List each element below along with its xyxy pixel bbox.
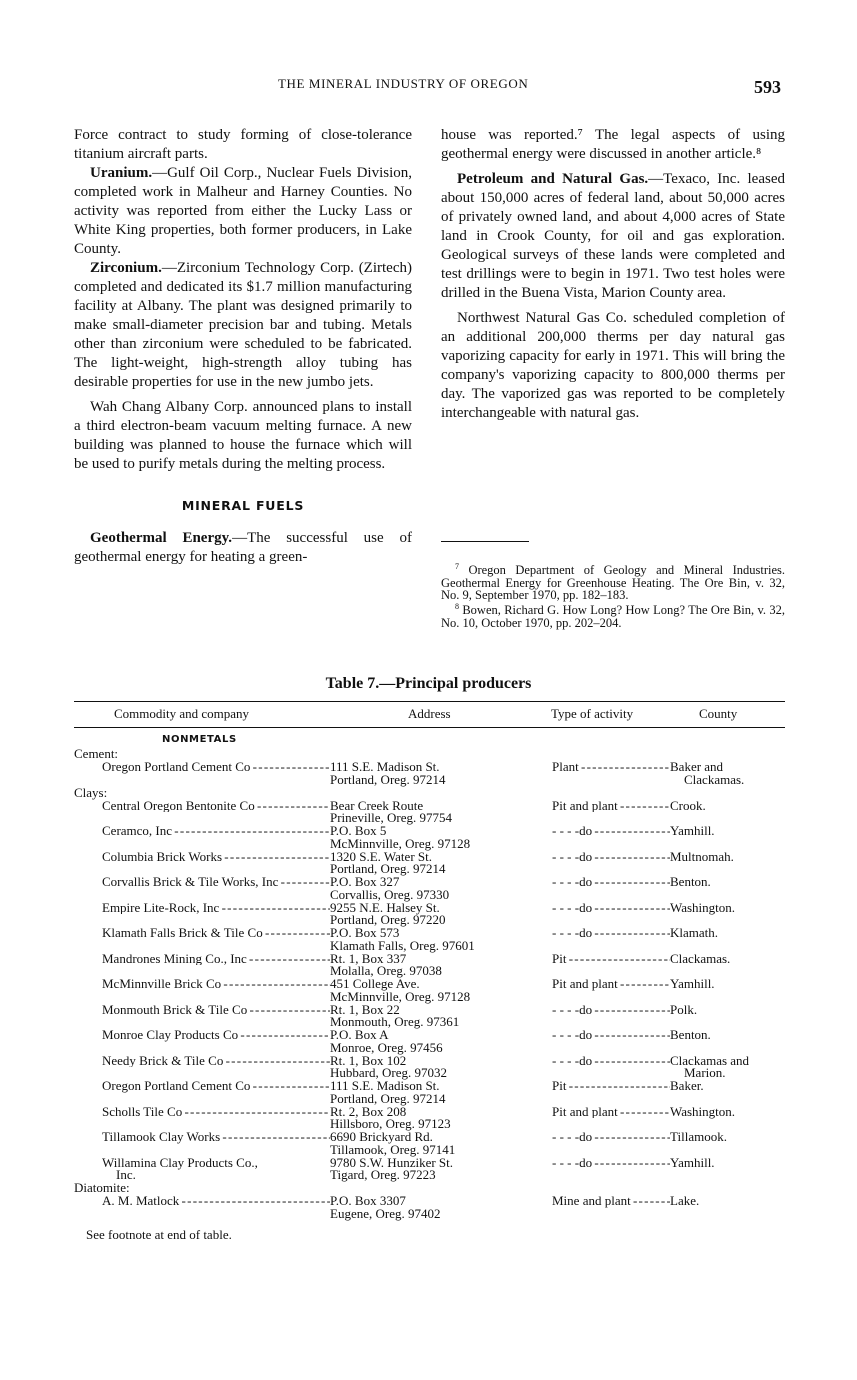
address-cell [330, 927, 552, 952]
county-cell [670, 950, 785, 978]
runin-zirconium: Zirconium. [90, 260, 162, 276]
address-line-1: Rt. 2, Box 208 [330, 1103, 407, 1119]
table-row [74, 899, 785, 927]
activity-type: - - - -do - - - [552, 1004, 670, 1017]
address-line-2: Tigard, Oreg. 97223 [330, 1167, 436, 1182]
county-cell [670, 1001, 785, 1029]
address-cell [330, 848, 552, 876]
table-row [74, 848, 785, 876]
address-cell [330, 978, 552, 1003]
activity-cell [552, 1157, 670, 1182]
table-row [74, 950, 785, 978]
county-name: Benton. [670, 874, 711, 889]
county-cell [670, 848, 785, 876]
table-title: Table 7.—Principal producers [325, 675, 532, 692]
company-cell [74, 902, 330, 927]
table-row [74, 876, 785, 901]
footnote-mark: 8 [455, 602, 459, 612]
address-line-1: 9255 N.E. Halsey St. [330, 899, 440, 915]
county-name: Multnomah. [670, 848, 734, 864]
address-line-1: 9780 S.W. Hunziker St. [330, 1154, 454, 1170]
county-name: Tillamook. [670, 1129, 727, 1144]
address-cell [330, 1029, 552, 1054]
table-top-rule [74, 701, 785, 702]
footnote-8 [441, 601, 785, 629]
runin-petroleum: Petroleum and Natural Gas. [457, 171, 649, 187]
address-cell [330, 1052, 552, 1080]
activity-cell [552, 800, 670, 825]
activity-type: - - - -do - - - [552, 1157, 670, 1170]
table-row [74, 1080, 785, 1105]
activity-type: Pit and plant - - - [552, 800, 670, 813]
county-name: Lake. [670, 1193, 700, 1208]
activity-type: - - - -do - - - [552, 927, 670, 940]
county-cell [670, 978, 785, 1003]
company-name: McMinnville Brick Co - - - [102, 978, 330, 991]
footnote-7 [441, 561, 785, 601]
footnote-rule [441, 541, 529, 542]
company-cell [74, 851, 330, 876]
company-name: Willamina Clay Products Co., [102, 1154, 258, 1170]
address-line-2: Hubbard, Oreg. 97032 [330, 1065, 447, 1080]
address-cell [330, 899, 552, 927]
activity-cell [552, 1080, 670, 1105]
table-row [74, 1001, 785, 1029]
company-cell [74, 978, 330, 1003]
company-name: Needy Brick & Tile Co - - - [102, 1055, 330, 1068]
activity-cell [552, 825, 670, 850]
table-category: Diatomite: [74, 1180, 130, 1195]
address-line-1: 1320 S.E. Water St. [330, 848, 432, 864]
table-category: Clays: [74, 784, 108, 800]
company-cell [74, 1154, 330, 1182]
company-cell [74, 953, 330, 978]
activity-cell [552, 927, 670, 952]
address-line-1: P.O. Box 327 [330, 874, 400, 889]
activity-cell [552, 1055, 670, 1080]
county-cell [670, 825, 785, 850]
address-cell [330, 876, 552, 901]
company-name: Central Oregon Bentonite Co - - - [102, 800, 330, 813]
company-cell [74, 1004, 330, 1029]
footnotes [441, 561, 785, 629]
paragraph-petroleum [441, 170, 785, 303]
address-cell [330, 1080, 552, 1105]
table-row [74, 761, 785, 786]
left-column [74, 126, 412, 567]
address-line-1: Rt. 1, Box 102 [330, 1052, 407, 1068]
paragraph-geothermal [74, 529, 412, 567]
address-line-2: Corvallis, Oreg. 97330 [330, 886, 450, 902]
see-footnote-note: See footnote at end of table. [86, 1227, 232, 1242]
county-name: Yamhill. [670, 823, 715, 838]
company-cell [74, 800, 330, 825]
address-cell [330, 761, 552, 786]
producers-table [74, 732, 785, 1221]
zirconium-text: —Zirconium Technology Corp. (Zirtech) completed and dedicated its $1.7 million manufacturing facility at Albany. The plant was designed primarily to make small-diameter precision bar and tubing. Metals other than zirconium were scheduled to be fabricated. The light-weight, high-strength alloy tubing has desirable properties for use in the new jumbo jets. [74, 260, 412, 390]
company-name: Oregon Portland Cement Co - - - [102, 761, 330, 774]
address-cell [330, 950, 552, 978]
company-name: Tillamook Clay Works - - - [102, 1131, 330, 1144]
address-line-2: Klamath Falls, Oreg. 97601 [330, 937, 475, 953]
paragraph-zirconium [74, 259, 412, 392]
address-cell [330, 1103, 552, 1131]
footnote-text: Oregon Department of Geology and Mineral Industries. Geothermal Energy for Greenhouse Heating. The Ore Bin, v. 32, No. 9, September 1970, pp. 182–183. [441, 563, 786, 602]
runin-geothermal: Geothermal Energy. [90, 530, 233, 546]
address-cell [330, 1154, 552, 1182]
company-cell [74, 1080, 330, 1105]
company-cell [74, 761, 330, 786]
activity-cell [552, 978, 670, 1003]
table-row [74, 1154, 785, 1182]
company-cell [74, 1195, 330, 1220]
activity-cell [552, 1195, 670, 1220]
county-name: Clackamas and [670, 1052, 750, 1068]
table-row [74, 1052, 785, 1080]
address-line-1: 111 S.E. Madison St. [330, 1078, 440, 1093]
address-line-2: Portland, Oreg. 97214 [330, 861, 446, 876]
activity-type: - - - -do - - - [552, 825, 670, 838]
company-name: Monmouth Brick & Tile Co - - - [102, 1004, 330, 1017]
activity-cell [552, 1106, 670, 1131]
county-cell [670, 797, 785, 825]
address-line-1: P.O. Box 3307 [330, 1193, 406, 1208]
table-row [74, 1103, 785, 1131]
county-name: Yamhill. [670, 976, 715, 991]
county-name-continued: Marion. [684, 1065, 726, 1080]
address-line-1: P.O. Box 573 [330, 925, 400, 940]
county-cell [670, 1052, 785, 1080]
county-cell [670, 1195, 785, 1220]
activity-type: - - - -do - - - [552, 1055, 670, 1068]
county-name: Polk. [670, 1001, 698, 1017]
county-name-continued: Clackamas. [684, 771, 745, 787]
company-name: Scholls Tile Co - - - [102, 1106, 330, 1119]
company-cell [74, 1055, 330, 1080]
county-cell [670, 1131, 785, 1156]
activity-type: - - - -do - - - [552, 876, 670, 889]
activity-cell [552, 902, 670, 927]
table-row [74, 927, 785, 952]
runin-uranium: Uranium. [90, 165, 153, 181]
column-header-county: County [699, 706, 738, 721]
company-cell [74, 927, 330, 952]
county-name: Klamath. [670, 925, 719, 940]
county-name: Crook. [670, 797, 706, 813]
address-line-1: P.O. Box 5 [330, 823, 387, 838]
activity-cell [552, 953, 670, 978]
county-cell [670, 1103, 785, 1131]
table-row [74, 797, 785, 825]
company-name: Monroe Clay Products Co - - - [102, 1029, 330, 1042]
company-name: Klamath Falls Brick & Tile Co - - - [102, 927, 330, 940]
company-cell [74, 1106, 330, 1131]
address-line-2: Prineville, Oreg. 97754 [330, 810, 453, 825]
activity-cell [552, 761, 670, 786]
address-line-1: Bear Creek Route [330, 797, 424, 813]
county-cell [670, 1080, 785, 1105]
activity-cell [552, 851, 670, 876]
address-line-2: Portland, Oreg. 97214 [330, 771, 446, 787]
paragraph-wah-chang: Wah Chang Albany Corp. announced plans to install a third electron-beam vacuum melting furnace. A new building was planned to house the furnace which will be used to purify metals during the melting process. [74, 399, 412, 472]
address-line-2: Portland, Oreg. 97214 [330, 1090, 446, 1106]
activity-cell [552, 1029, 670, 1054]
table-row [74, 825, 785, 850]
table-row [74, 1131, 785, 1156]
column-header-company: Commodity and company [114, 706, 250, 721]
company-name: Oregon Portland Cement Co - - - [102, 1080, 330, 1093]
county-cell [670, 761, 785, 786]
company-name: Ceramco, Inc - - - [102, 825, 330, 838]
petroleum-text: —Texaco, Inc. leased about 150,000 acres of federal land, about 50,000 acres of privately owned land, and about 4,000 acres of State land in Crook County, for oil and gas exploration. Geological surveys of these lands were completed and test drillings were to begin in 1971. Two test holes were drilled in the Buena Vista, Marion County area. [441, 171, 785, 301]
county-name: Clackamas. [670, 950, 731, 966]
address-line-2: Eugene, Oreg. 97402 [330, 1205, 441, 1221]
address-line-1: Rt. 1, Box 22 [330, 1001, 400, 1017]
activity-type: Plant - - - [552, 761, 670, 774]
column-header-activity: Type of activity [551, 706, 634, 721]
address-line-1: P.O. Box A [330, 1027, 389, 1042]
activity-type: - - - -do - - - [552, 1131, 670, 1144]
address-line-1: 451 College Ave. [330, 976, 420, 991]
activity-type: - - - -do - - - [552, 851, 670, 864]
county-cell [670, 1029, 785, 1054]
activity-type: Mine and plant - - - [552, 1195, 670, 1208]
address-line-1: Rt. 1, Box 337 [330, 950, 407, 966]
activity-type: - - - -do - - - [552, 1029, 670, 1042]
company-name: Mandrones Mining Co., Inc - - - [102, 953, 330, 966]
address-line-2: Monroe, Oreg. 97456 [330, 1039, 443, 1055]
table-header-rule [74, 727, 785, 728]
company-name: Empire Lite-Rock, Inc - - - [102, 902, 330, 915]
county-cell [670, 927, 785, 952]
table-row [74, 1029, 785, 1054]
county-cell [670, 899, 785, 927]
county-name: Washington. [670, 1103, 736, 1119]
activity-cell [552, 1004, 670, 1029]
activity-cell [552, 1131, 670, 1156]
company-cell [74, 1131, 330, 1156]
address-line-2: McMinnville, Oreg. 97128 [330, 988, 471, 1004]
right-column [441, 126, 785, 423]
address-line-2: Portland, Oreg. 97220 [330, 912, 446, 927]
company-name: Columbia Brick Works - - - [102, 851, 330, 864]
company-cell [74, 1029, 330, 1054]
company-cell [74, 876, 330, 901]
company-name: A. M. Matlock - - - [102, 1195, 330, 1208]
uranium-text: —Gulf Oil Corp., Nuclear Fuels Division, completed work in Malheur and Harney Counties. No activity was reported from either the Lucky Lass or White King properties, both former producers, in Lake County. [74, 165, 412, 257]
county-name: Benton. [670, 1027, 711, 1042]
address-line-1: 111 S.E. Madison St. [330, 759, 440, 774]
footnote-text: Bowen, Richard G. How Long? How Long? The Ore Bin, v. 32, No. 10, October 1970, pp. 202–204. [441, 603, 785, 630]
paragraph-uranium [74, 164, 412, 259]
address-line-2: Tillamook, Oreg. 97141 [330, 1141, 456, 1157]
address-cell [330, 1001, 552, 1029]
paragraph-greenhouse: house was reported.⁷ The legal aspects of using geothermal energy were discussed in another article.⁸ [441, 127, 785, 162]
county-cell [670, 876, 785, 901]
page-number: 593 [754, 77, 781, 97]
activity-type: Pit - - - [552, 1080, 670, 1093]
county-cell [670, 1154, 785, 1182]
county-name: Baker and [670, 759, 724, 774]
address-cell [330, 1195, 552, 1220]
table-row [74, 1195, 785, 1220]
activity-type: - - - -do - - - [552, 902, 670, 915]
county-name: Yamhill. [670, 1154, 715, 1170]
address-line-2: Molalla, Oreg. 97038 [330, 963, 442, 978]
county-name: Washington. [670, 899, 736, 915]
geothermal-text: —The successful use of geothermal energy for heating a green- [74, 530, 412, 565]
paragraph-northwest-natural-gas: Northwest Natural Gas Co. scheduled completion of an additional 200,000 therms per day natural gas vaporizing capacity for early in 1971. This will bring the company's vaporizing capacity to 800,000 therms per day. The vaporized gas was reported to be completely interchangeable with natural gas. [441, 310, 785, 421]
activity-cell [552, 876, 670, 901]
running-head: THE MINERAL INDUSTRY OF OREGON [278, 76, 529, 91]
address-line-2: Hillsboro, Oreg. 97123 [330, 1116, 451, 1131]
address-cell [330, 1131, 552, 1156]
address-line-2: McMinnville, Oreg. 97128 [330, 835, 471, 851]
company-cell [74, 825, 330, 850]
address-cell [330, 797, 552, 825]
activity-type: Pit - - - [552, 953, 670, 966]
company-name-continued: Inc. [116, 1167, 136, 1182]
address-line-1: 6690 Brickyard Rd. [330, 1129, 433, 1144]
activity-type: Pit and plant - - - [552, 1106, 670, 1119]
footnote-mark: 7 [455, 562, 459, 571]
county-name: Baker. [670, 1078, 704, 1093]
column-header-address: Address [408, 706, 451, 721]
table-row [74, 978, 785, 1003]
company-name: Corvallis Brick & Tile Works, Inc - - - [102, 876, 330, 889]
paragraph-titanium-end: Force contract to study forming of close-tolerance titanium aircraft parts. [74, 127, 412, 162]
activity-type: Pit and plant - - - [552, 978, 670, 991]
address-line-2: Monmouth, Oreg. 97361 [330, 1014, 460, 1029]
address-cell [330, 825, 552, 850]
table-category: Cement: [74, 746, 119, 761]
section-heading-mineral-fuels: MINERAL FUELS [181, 498, 305, 513]
table-subhead-nonmetals: NONMETALS [162, 734, 237, 745]
